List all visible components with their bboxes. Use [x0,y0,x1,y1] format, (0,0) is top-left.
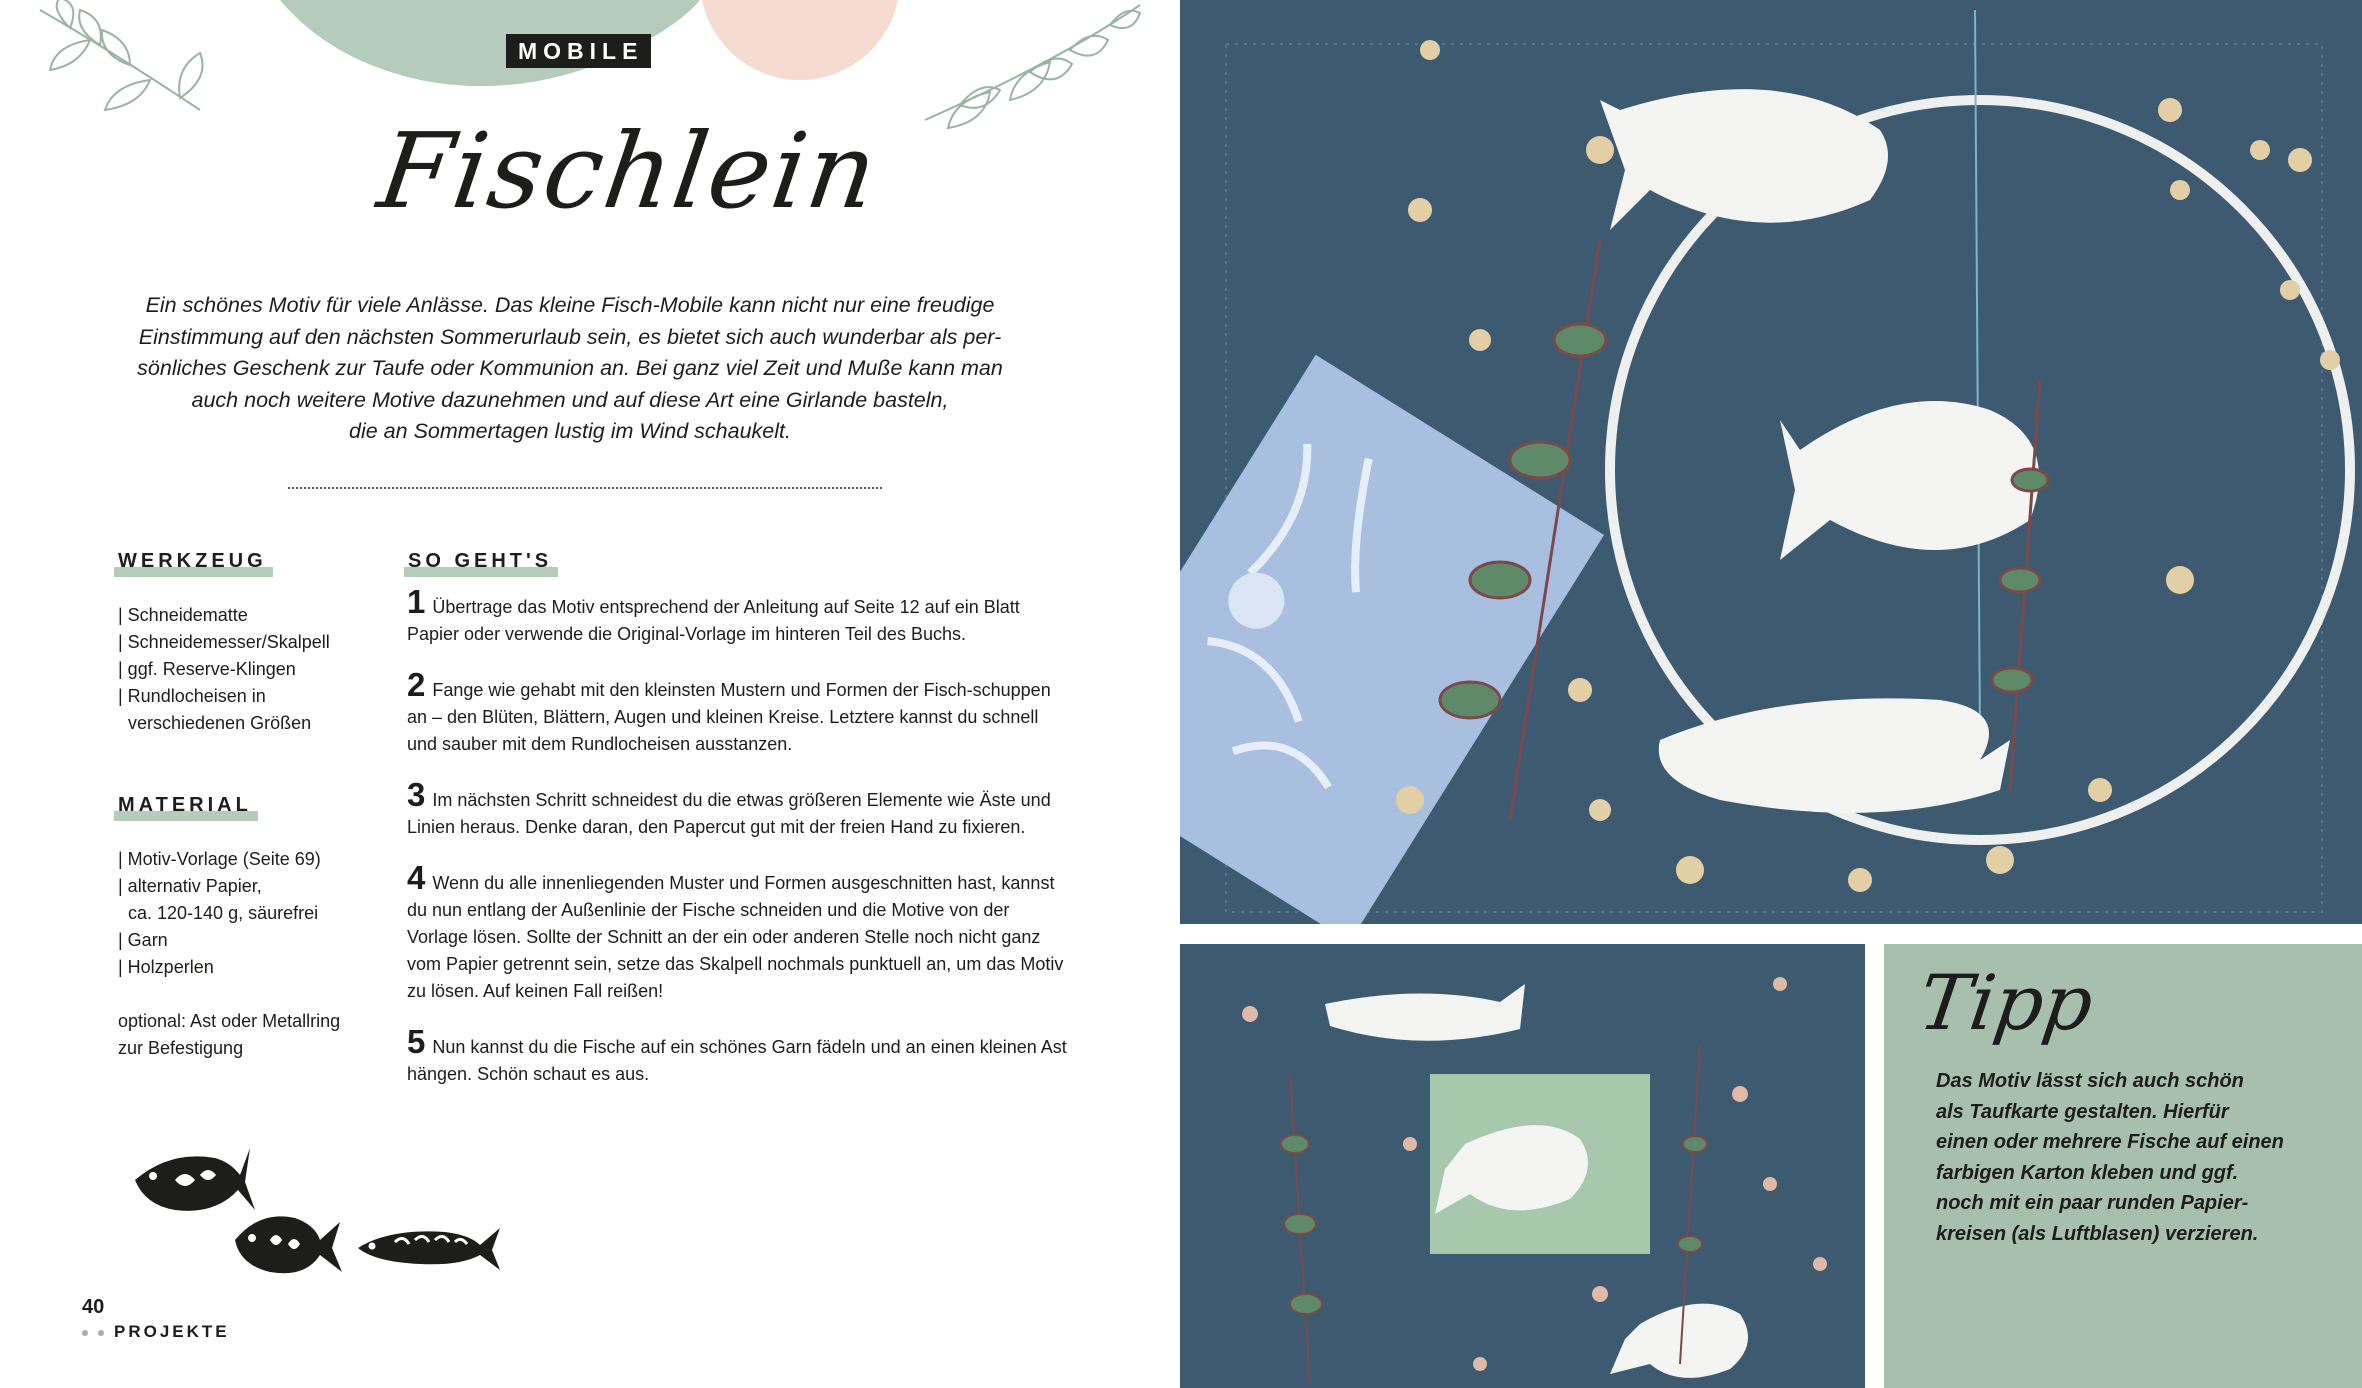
intro-line: die an Sommertagen lustig im Wind schaukelt. [349,419,791,443]
section-label: PROJEKTE [114,1322,230,1341]
list-item: | Schneidematte [118,605,248,625]
dot-icon [82,1330,88,1336]
werkzeug-heading: WERKZEUG [118,550,267,572]
card-photo-illustration [1180,944,1865,1388]
step-item [407,859,1067,1005]
tip-line: noch mit ein paar runden Papier- [1936,1192,2249,1214]
step-number: 5 [407,1023,426,1060]
tip-line: kreisen (als Luftblasen) verzieren. [1936,1222,2259,1245]
tip-line: als Taufkarte gestalten. Hierfür [1936,1100,2229,1123]
step-item [407,666,1067,758]
main-photo [1180,0,2362,924]
step-item [407,776,1067,841]
list-item: | Garn [118,930,168,950]
fish-icon [358,1228,500,1270]
list-item: | Schneidemesser/Skalpell [118,632,330,652]
list-item: verschiedenen Größen [128,713,312,733]
fish-icon [135,1148,255,1211]
intro-line: Einstimmung auf den nächsten Sommerurlaub sein, es bietet sich auch wunderbar als per- [138,324,1002,349]
page-number: 40 [82,1296,105,1318]
steps-list [407,583,1067,1115]
steps-heading: SO GEHT'S [408,550,553,572]
category-tag: MOBILE [506,34,651,68]
intro-line: Ein schönes Motiv für viele Anlässe. Das kleine Fisch-Mobile kann nicht nur eine freudige [145,293,995,317]
list-item: | alternativ Papier, [118,876,262,896]
step-item [407,583,1067,648]
tip-line: farbigen Karton kleben und ggf. [1936,1161,2239,1184]
intro-paragraph [110,290,1030,448]
dotted-divider [288,487,882,489]
fish-silhouettes [120,1140,500,1290]
step-number: 4 [407,859,426,896]
step-text: Fange wie gehabt mit den kleinsten Mustern und Formen der Fisch-schuppen an – den Blüten, Blättern, Augen und kleinen Kreise. Letztere kannst du schnell und sauber mit dem Rundlocheisen ausstanzen. [407,680,1051,754]
list-item: | Rundlocheisen in [118,686,266,706]
step-text: Übertrage das Motiv entsprechend der Anleitung auf Seite 12 auf ein Blatt Papier oder verwende die Original-Vorlage im hinteren Teil des Buchs. [407,597,1020,644]
peach-circle [700,0,900,80]
tip-text [1936,1066,2316,1249]
material-heading: MATERIAL [118,794,252,816]
list-item: | Motiv-Vorlage (Seite 69) [118,849,321,869]
step-text: Nun kannst du die Fische auf ein schönes Garn fädeln und an einen kleinen Ast hängen. Schön schaut es aus. [407,1037,1067,1084]
intro-line: sönliches Geschenk zur Taufe oder Kommunion an. Bei ganz viel Zeit und Muße kann man [137,356,1003,380]
fish-icon [235,1216,342,1273]
material-list [118,846,340,1062]
list-item: | Holzperlen [118,957,214,977]
leaf-branch-left-icon [40,0,203,110]
tip-line: einen oder mehrere Fische auf einen [1936,1131,2284,1153]
step-text: Wenn du alle innenliegenden Muster und Formen ausgeschnitten hast, kannst du nun entlang der Außenlinie der Fische schneiden und die Motive von der Vorlage lösen. Sollte der Schnitt an der ein oder anderen Stelle noch nicht ganz vom Papier getrennt sein, setze das Skalpell nochmals punktuell an, um das Motiv zu lösen. Auf keinen Fall reißen! [407,873,1064,1001]
section-footer [82,1322,230,1342]
tip-title: Tipp [1913,958,2099,1047]
optional-note: zur Befestigung [118,1038,244,1058]
intro-line: auch noch weitere Motive dazunehmen und auf diese Art eine Girlande basteln, [191,387,949,412]
list-item: | ggf. Reserve-Klingen [118,659,296,679]
tip-line: Das Motiv lässt sich auch schön [1936,1070,2244,1092]
step-number: 3 [407,776,426,813]
step-number: 1 [407,583,426,620]
step-number: 2 [407,666,426,703]
werkzeug-list [118,602,330,737]
dot-icon [98,1330,104,1336]
list-item: ca. 120-140 g, säurefrei [128,903,319,923]
secondary-photo [1180,944,1865,1388]
mobile-photo-illustration [1180,0,2362,924]
optional-note: optional: Ast oder Metallring [118,1011,341,1031]
page-title: Fischlein [371,110,886,232]
step-text: Im nächsten Schritt schneidest du die etwas größeren Elemente wie Äste und Linien heraus. Denke daran, den Papercut gut mit der freien Hand zu fixieren. [407,790,1051,837]
leaf-branch-right-icon [925,5,1140,128]
step-item [407,1023,1067,1088]
